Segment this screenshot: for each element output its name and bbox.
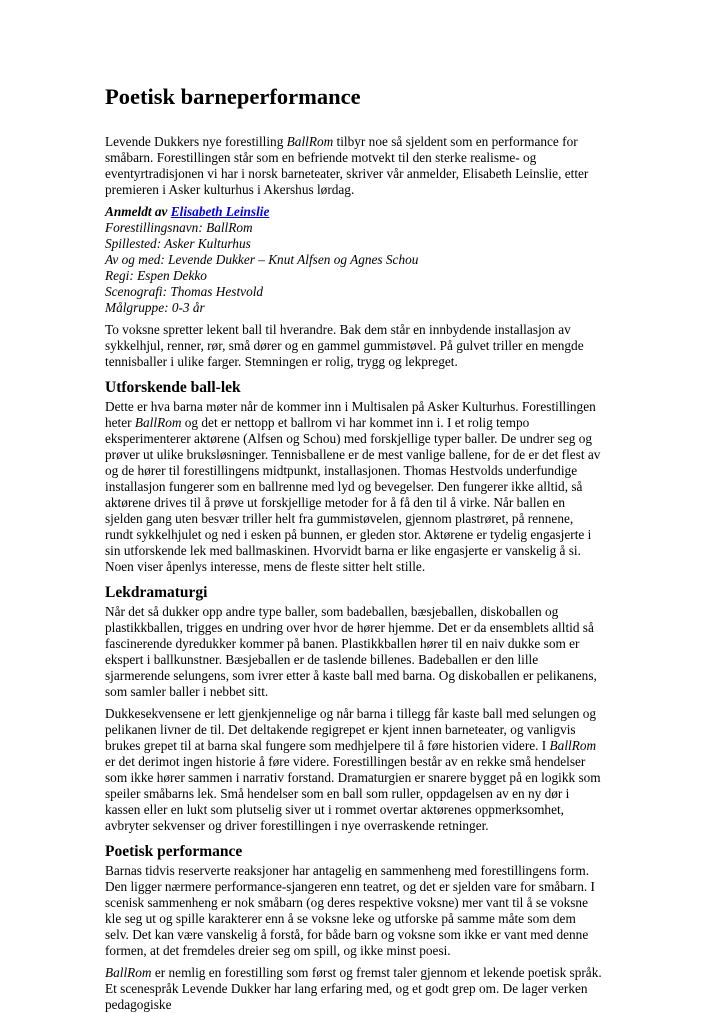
author-link[interactable]: Elisabeth Leinslie (170, 204, 270, 219)
credit-line: Scenografi: Thomas Hestvold (105, 284, 264, 299)
credit-line: Av og med: Levende Dukker – Knut Alfsen og Agnes Schou (105, 252, 419, 267)
credit-line: Regi: Espen Dekko (105, 268, 207, 283)
credit-lines (105, 220, 602, 316)
section-paragraph: BallRom er nemlig en forestilling som først og fremst taler gjennom et lekende poetisk språk. Et scenespråk Levende Dukker har lang erfaring med, og et godt grep om. De lager verken pedagogiske (105, 965, 602, 1012)
italic-text: BallRom (105, 965, 152, 980)
section-heading: Lekdramaturgi (105, 584, 208, 601)
credit-line: Målgruppe: 0-3 år (105, 300, 205, 315)
section-paragraph: Dette er hva barna møter når de kommer inn i Multisalen på Asker Kulturhus. Forestillingen heter BallRom og det er nettopp et ballrom vi har kommet inn i. I et rolig tempo eksperimenterer aktørene (Alfsen og Schou) med forskjellige typer baller. De undrer seg og prøver ut ulike bruksløsninger. Tennisballene er de mest vanlige ballene, for de er det flest av og de hører til forestillingens midtpunkt, installasjonen. Thomas Hestvolds underfundige installasjon fungerer som en ballrenne med lyd og bevegelser. Den fungerer ikke alltid, så aktørene drives til å prøve ut forskjellige metoder for å få den til å virke. Når ballen en sjelden gang uten besvær triller helt fra gummistøvelen, gjennom plastrøret, på rennene, rundt sykkelhjulet og ned i esken på bunnen, er gleden stor. Aktørene er tydelig engasjerte i sin utforskende lek med ballmaskinen. Hvorvidt barna er like engasjerte er vanskelig å si. Noen viser åpenlys interesse, mens de fleste sitter helt stille. (105, 399, 601, 574)
lead-paragraph: Levende Dukkers nye forestilling BallRom tilbyr noe så sjeldent som en performance for småbarn. Forestillingen står som en befriende motvekt til den sterke realisme- og eventyrtradisjonen vi har i norsk barneteater, skriver vår anmelder, Elisabeth Leinslie, etter premieren i Asker kulturhus i Akershus lørdag. (105, 134, 589, 197)
credit-line: Forestillingsnavn: BallRom (105, 220, 253, 235)
section-paragraph: Barnas tidvis reserverte reaksjoner har antagelig en sammenheng med forestillingens form. Den ligger nærmere performance-sjangeren enn teatret, og det er sjelden vare for småbarn. I scenisk sammenheng er nok småbarn (og deres respektive voksne) mer vant til å se voksne kle seg ut og spille karakterer enn å se voksne leke og utforske på samme måte som dem selv. Det kan være vanskelig å forstå, for både barn og voksne som ikke er vant med denne formen, at det fremdeles dreier seg om spill, og ikke minst poesi. (105, 863, 595, 958)
credit-line: Spillested: Asker Kulturhus (105, 236, 251, 251)
section-heading: Utforskende ball-lek (105, 379, 241, 396)
section-paragraph: Dukkesekvensene er lett gjenkjennelige og når barna i tillegg får kaste ball med selungen og pelikanen livner de til. Det deltakende regigrepet er kjent innen barneteater, og vanligvis brukes grepet til at barna skal fungere som medhjelpere til å føre historien videre. I BallRom er det derimot ingen historie å føre videre. Forestillingen består av en rekke små hendelser som ikke hører sammen i narrativ forstand. Dramaturgien er snarere bygget på en logikk som speiler småbarns lek. Små hendelser som en ball som ruller, oppdagelsen av en ny dør i kassen eller en lukt som plutselig siver ut i rommet overtar aktørenes oppmerksomhet, avbryter sekvenser og driver forestillingen i nye overraskende retninger. (105, 706, 601, 833)
sections-container (105, 378, 602, 1013)
credits-block (105, 204, 602, 316)
italic-text: BallRom (134, 415, 182, 430)
article-title: Poetisk barneperformance (105, 84, 361, 109)
italic-text: BallRom (549, 738, 597, 753)
byline (105, 204, 602, 220)
section-paragraph: Når det så dukker opp andre type baller, som badeballen, bæsjeballen, diskoballen og plastikkballen, trigges en undring over hvor de hører hjemme. Det er da ensemblets alltid så fascinerende dyredukker kommer på banen. Plastikkballen hører til en naiv dukke som er ekspert i ballkunstner. Bæsjeballen er de taslende billenes. Badeballen er den lille sjarmerende selungens, som ivrer etter å kaste ball med barna. Og diskoballen er pelikanens, som samler baller i nebbet sitt. (105, 604, 597, 699)
italic-text: BallRom (286, 134, 334, 149)
section-heading: Poetisk performance (105, 843, 243, 860)
intro-paragraph: To voksne spretter lekent ball til hverandre. Bak dem står en innbydende installasjon av sykkelhjul, renner, rør, små dører og en gammel gummistøvel. På gulvet triller en mengde tennisballer i ulike farger. Stemningen er rolig, trygg og lekpreget. (105, 322, 584, 369)
byline-label: Anmeldt av (105, 204, 171, 219)
